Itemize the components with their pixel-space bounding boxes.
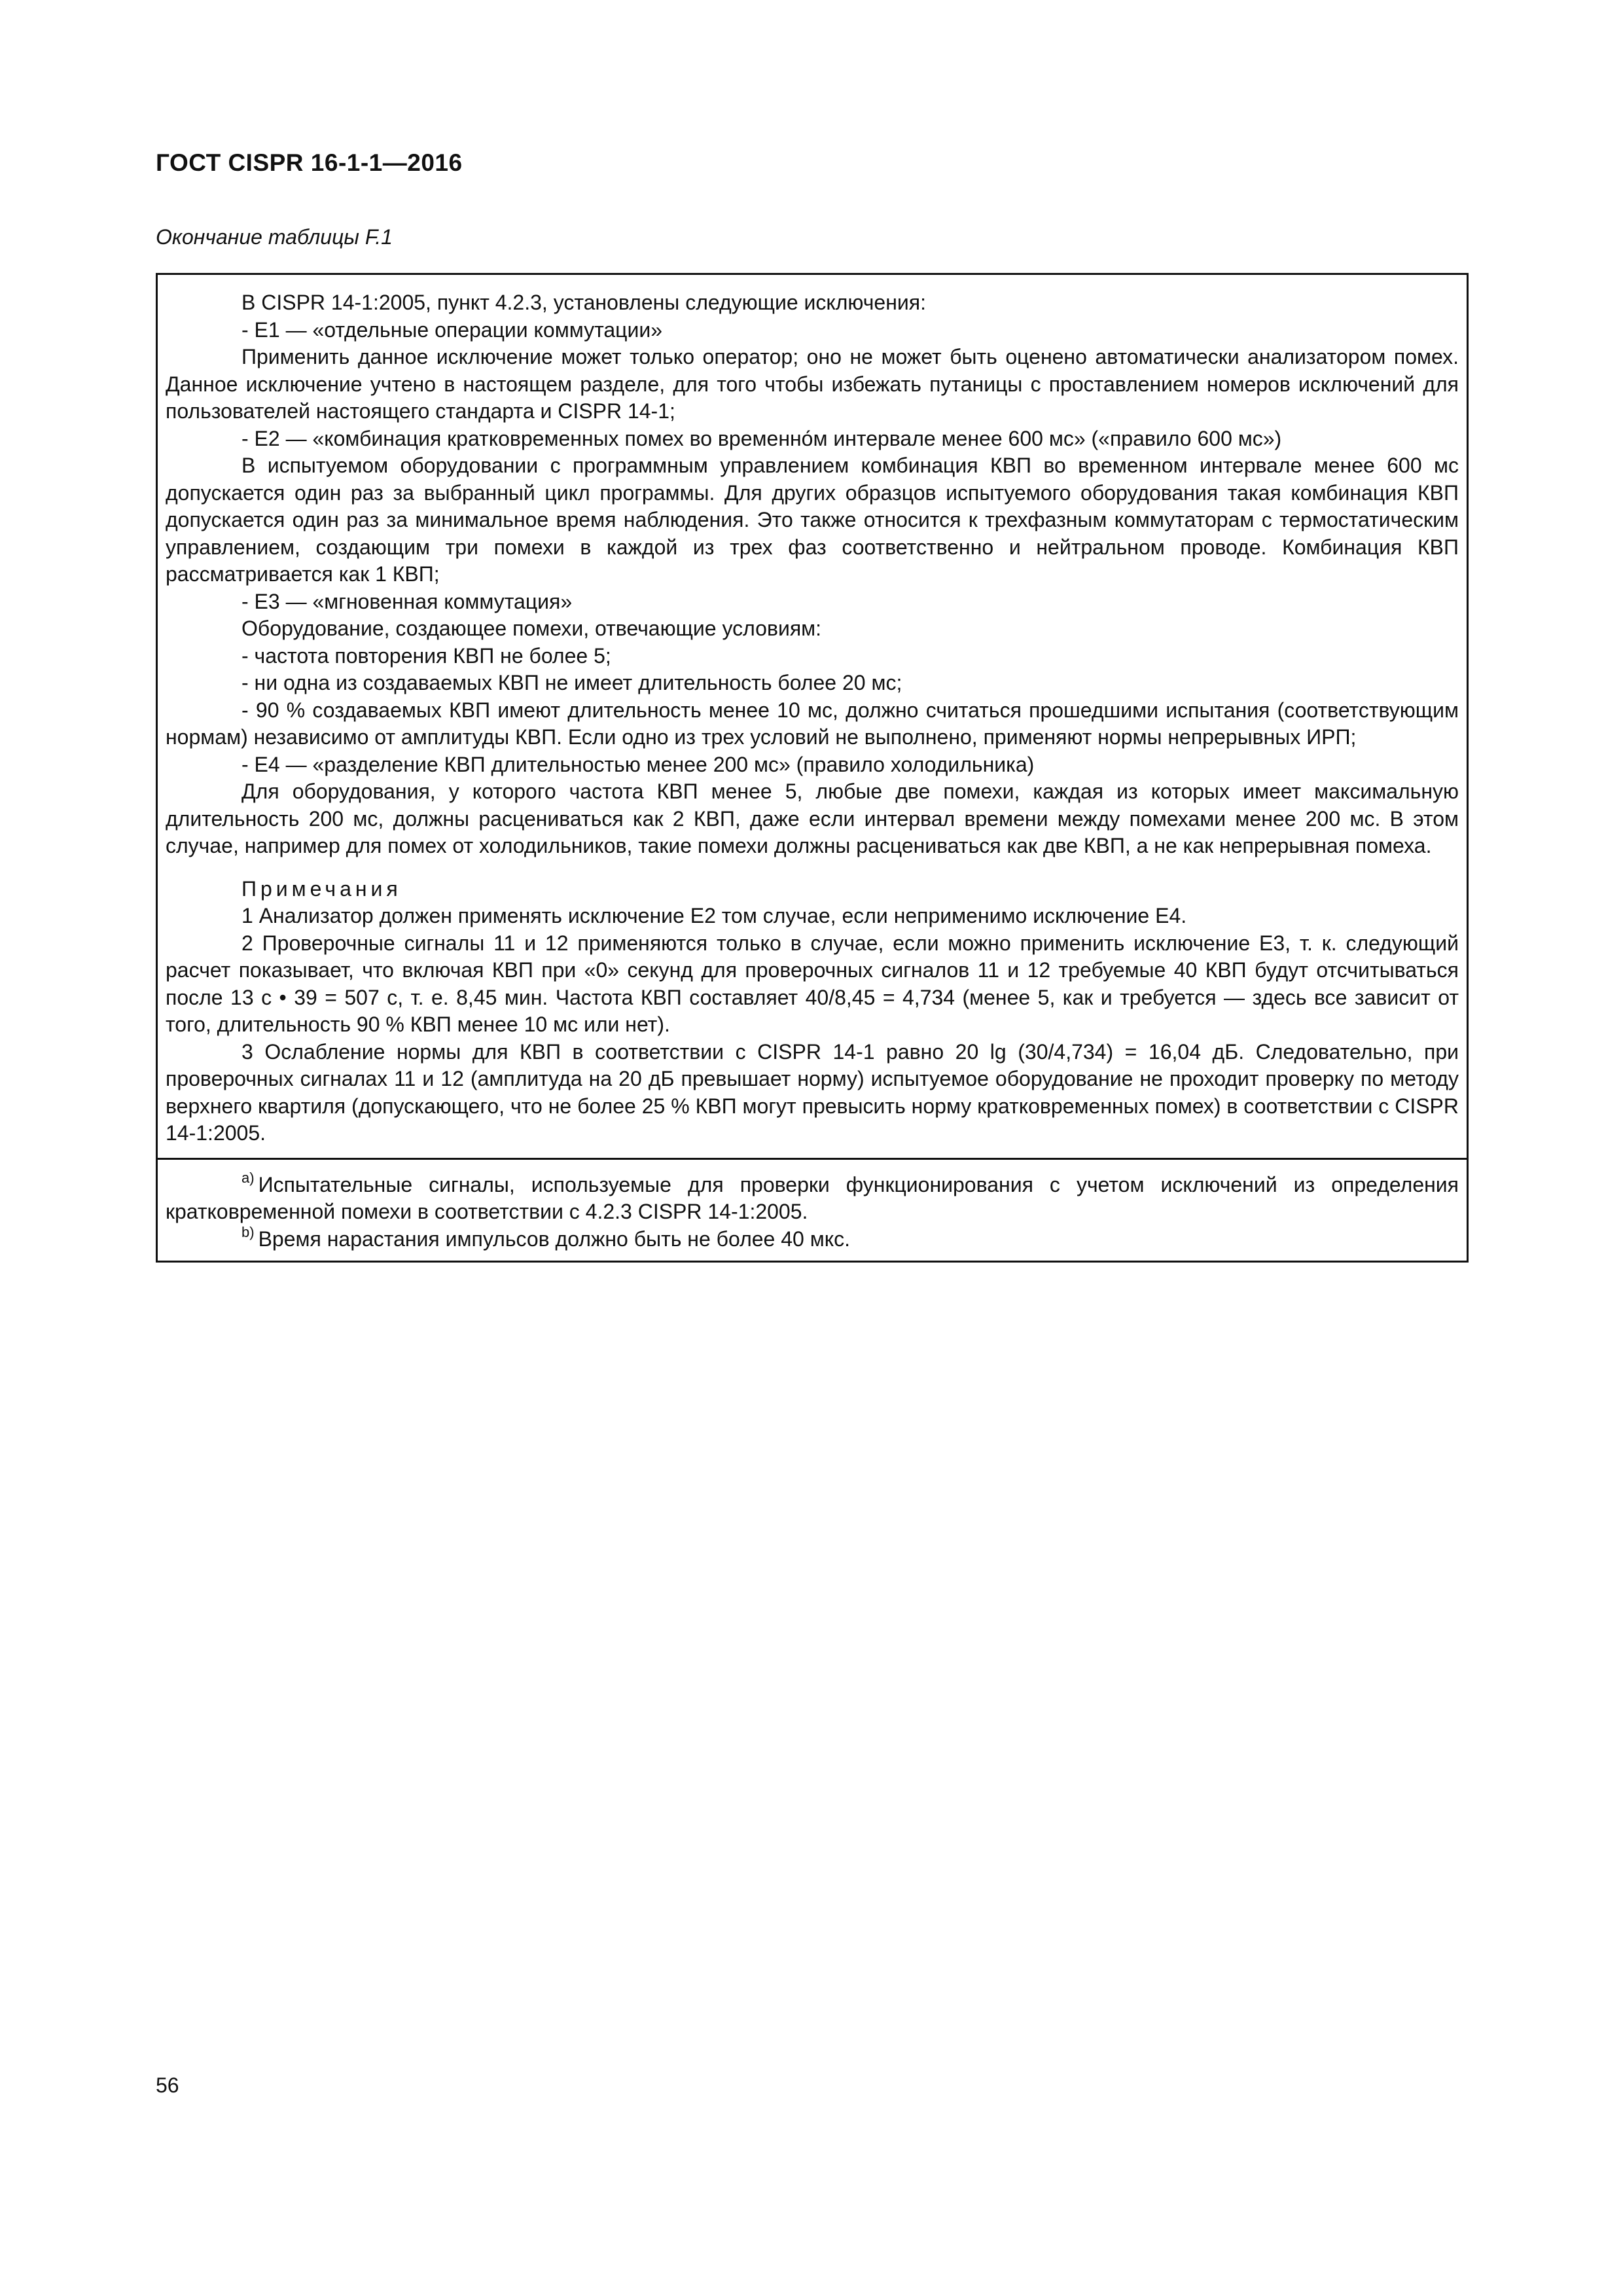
- exceptions-intro: В CISPR 14-1:2005, пункт 4.2.3, установлены следующие исключения:: [241, 291, 926, 314]
- document-title: ГОСТ CISPR 16-1-1—2016: [156, 149, 463, 176]
- footnote-b-mark: b): [241, 1223, 255, 1240]
- exception-e2-text: В испытуемом оборудовании с программным управлением комбинация КВП во временном интервале менее 600 мс допускается один раз за выбранный цикл программы. Для других образцов испытуемого оборудования такая комбинация КВП допускается один раз за минимальное время наблюдения. Это также относится к трехфазным коммутаторам с термостатическим управлением, создающим три помехи в каждой из трех фаз соответственно и нейтральном проводе. Комбинация КВП рассматривается как 1 КВП;: [166, 454, 1459, 586]
- footnote-b-text: Время нарастания импульсов должно быть не более 40 мкс.: [258, 1227, 850, 1251]
- table-continuation-caption: Окончание таблицы F.1: [156, 225, 393, 249]
- exception-e3-condition-2: - ни одна из создаваемых КВП не имеет длительность более 20 мс;: [241, 671, 902, 694]
- table-footnotes-cell: [158, 1158, 1467, 1261]
- footnote-a-mark: a): [241, 1169, 255, 1186]
- note-3: 3 Ослабление нормы для КВП в соответствии с CISPR 14-1 равно 20 lg (30/4,734) = 16,04 дБ. Следовательно, при проверочных сигналах 11 и 12 (амплитуда на 20 дБ превышает норму) испытуемое оборудование не проходит проверку по методу верхнего квартиля (допускающего, что не более 25 % КВП могут превысить норму кратковременных помех) в соответствии с CISPR 14-1:2005.: [166, 1039, 1459, 1145]
- exception-e3-heading: - Е3 — «мгновенная коммутация»: [241, 589, 573, 613]
- table-main-cell: [158, 275, 1467, 1158]
- exception-e3-condition-3: - 90 % создаваемых КВП имеют длительность менее 10 мс, должно считаться прошедшими испытания (соответствующим нормам) независимо от амплитуды КВП. Если одно из трех условий не выполнено, применяют нормы непрерывных ИРП;: [166, 698, 1459, 749]
- exception-e1-text: Применить данное исключение может только оператор; оно не может быть оценено автоматически анализатором помех. Данное исключение учтено в настоящем разделе, для того чтобы избежать путаницы с проставлением номеров исключений для пользователей настоящего стандарта и CISPR 14-1;: [166, 345, 1459, 423]
- note-2: 2 Проверочные сигналы 11 и 12 применяются только в случае, если можно применить исключение Е3, т. к. следующий расчет показывает, что включая КВП при «0» секунд для проверочных сигналов 11 и 12 требуемые 40 КВП будут отсчитываться после 13 с • 39 = 507 с, т. е. 8,45 мин. Частота КВП составляет 40/8,45 = 4,734 (менее 5, как и требуется — здесь все зависит от того, длительность 90 % КВП менее 10 мс или нет).: [166, 931, 1459, 1036]
- notes-heading: Примечания: [241, 876, 402, 901]
- page-number: 56: [156, 2073, 179, 2097]
- exception-e2-heading: - Е2 — «комбинация кратковременных помех во временно́м интервале менее 600 мс» («правило 600 мс»): [241, 426, 1282, 450]
- exception-e4-text: Для оборудования, у которого частота КВП менее 5, любые две помехи, каждая из которых имеет максимальную длительность 200 мс, должны расцениваться как 2 КВП, даже если интервал времени между помехами менее 200 мс. В этом случае, например для помех от холодильников, такие помехи должны расцениваться как две КВП, а не как непрерывная помеха.: [166, 780, 1459, 857]
- table-f1-continuation: [156, 273, 1469, 1263]
- exception-e4-heading: - Е4 — «разделение КВП длительностью менее 200 мс» (правило холодильника): [241, 752, 1035, 776]
- exception-e3-conditions-intro: Оборудование, создающее помехи, отвечающие условиям:: [241, 617, 822, 640]
- exception-e1-heading: - Е1 — «отдельные операции коммутации»: [241, 317, 663, 342]
- footnote-a: [166, 1169, 1459, 1226]
- footnote-b: [166, 1223, 1459, 1253]
- exception-e3-condition-1: - частота повторения КВП не более 5;: [241, 643, 611, 668]
- footnote-a-text: Испытательные сигналы, используемые для проверки функционирования с учетом исключений из определения кратковременной помехи в соответствии с 4.2.3 CISPR 14-1:2005.: [166, 1172, 1459, 1223]
- note-1: 1 Анализатор должен применять исключение Е2 том случае, если неприменимо исключение Е4.: [241, 904, 1187, 927]
